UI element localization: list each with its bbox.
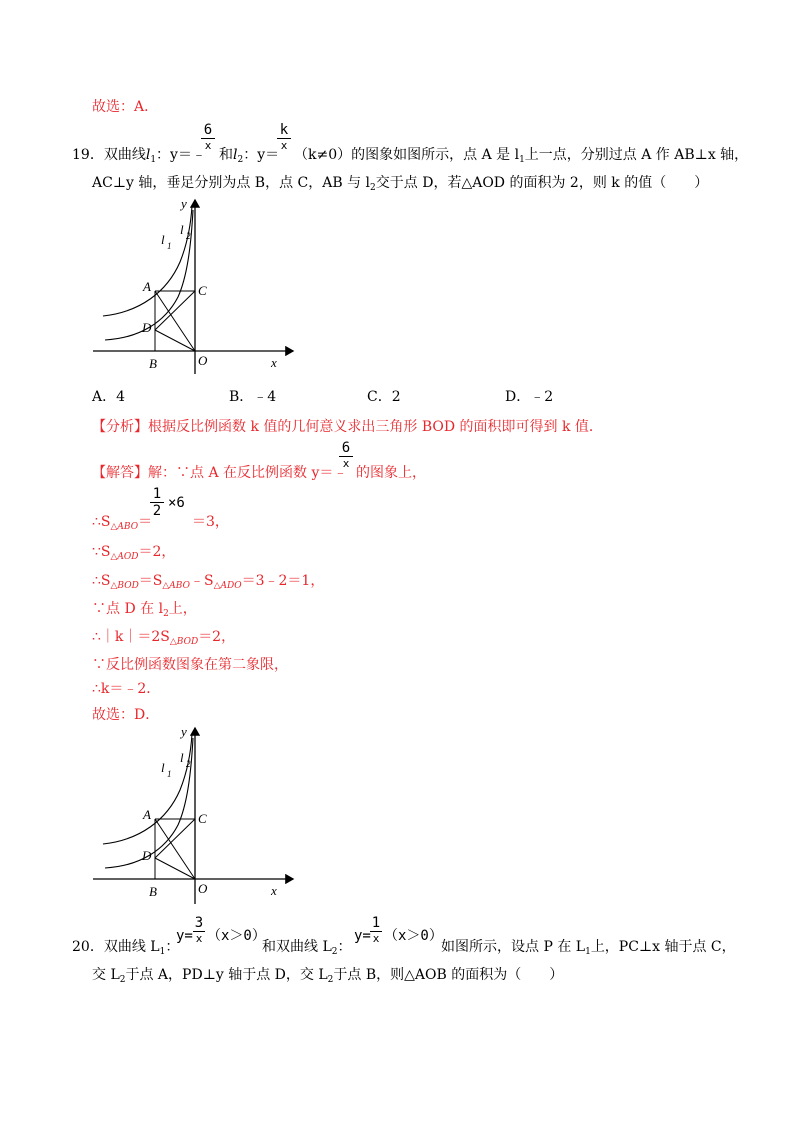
svg-text:2: 2 (186, 759, 191, 769)
segment-dc (155, 291, 195, 330)
option-a[interactable]: A．4 (92, 389, 126, 405)
hyperbola-figure-1 (85, 192, 305, 377)
svg-text:1: 1 (167, 769, 172, 779)
q19-frac-kx: k x (277, 122, 291, 153)
solution-step3: $\therefore S_{\triangle BOD}=S_{\triangle ABO}﹣S_{\triangle ADO}=3﹣2=1$， (92, 573, 325, 591)
q19-line2: AC⊥y 轴，垂足分别为点 B，点 C，AB 与 $l_2$交于点 D，若△AOD 的面积为 2，则 k 的值（ ） (92, 175, 709, 193)
prev-answer: 故选：A． (92, 99, 159, 115)
segment-dc (155, 819, 195, 858)
label-d: D (142, 848, 152, 863)
segment-ao (155, 819, 195, 879)
q20-y2: y= (354, 928, 371, 944)
label-c: C (198, 283, 207, 298)
label-d: D (142, 320, 152, 335)
curve-l1 (103, 206, 192, 316)
analysis: 【分析】根据反比例函数 k 值的几何意义求出三角形 BOD 的面积即可得到 k 值． (92, 419, 603, 435)
label-y: y (181, 196, 187, 211)
solution-step5: $\therefore|k|=2S_{\triangle BOD}=2$， (92, 629, 236, 647)
solution-step2: $\because S_{\triangle AOD}=2$， (92, 544, 176, 562)
svg-text:1: 1 (167, 241, 172, 251)
solution-step6: ∵反比例函数图象在第二象限， (92, 657, 288, 673)
label-o: O (198, 353, 208, 368)
label-b: B (149, 884, 157, 899)
option-c[interactable]: C．2 (367, 389, 401, 405)
label-a: A (143, 807, 151, 822)
q20-frac-1x: 1 x (371, 915, 381, 945)
solution-lead-tail: 的图象上， (356, 465, 426, 481)
solution-step4: ∵点 D 在 $l_2$上， (92, 601, 197, 619)
q19-line1b: 和$l_2$：y＝ (219, 147, 280, 165)
label-x: x (271, 883, 277, 898)
solution-step7: ∴k＝﹣2． (92, 681, 161, 697)
q20-cond1: （x＞0） (207, 928, 266, 944)
label-b: B (149, 356, 157, 371)
q19-frac-neg6x: 6 x (201, 122, 215, 153)
label-l2: l (180, 222, 184, 237)
label-y: y (181, 724, 187, 739)
solution-answer: 故选：D． (92, 707, 160, 723)
option-b[interactable]: B．﹣4 (229, 389, 277, 405)
label-o: O (198, 881, 208, 896)
q20-y1: y= (176, 928, 193, 944)
svg-text:2: 2 (186, 231, 191, 241)
segment-do (155, 858, 195, 879)
q20-cond2: （x＞0） (384, 928, 443, 944)
label-x: x (271, 355, 277, 370)
label-l2: l (180, 750, 184, 765)
q19-number: 19． (72, 147, 104, 163)
solution-times6: ×6 (168, 495, 185, 511)
label-l1: l (161, 232, 165, 247)
q20-and: 和双曲线 $L_2$： (262, 939, 352, 957)
q20-rest: 如图所示，设点 P 在 $L_1$上，PC⊥x 轴于点 C， (441, 939, 736, 957)
q20-frac-3x: 3 x (194, 915, 204, 945)
q19-line1c: （k≠0）的图象如图所示，点 A 是 $l_1$上一点，分别过点 A 作 AB⊥x 轴， (294, 147, 749, 165)
solution-frac-half: 1 2 (150, 486, 164, 519)
label-l1: l (161, 760, 165, 775)
solution-step1: $\therefore S_{\triangle ABO}=$ (92, 514, 153, 532)
q19-line1: 19．双曲线$l_1$：y＝﹣ (72, 147, 206, 165)
label-c: C (198, 811, 207, 826)
curve-l1 (103, 734, 192, 844)
hyperbola-figure-2 (85, 722, 305, 907)
q20-line2: 交 $L_2$于点 A，PD⊥y 轴于点 D，交 $L_2$于点 B，则△AOB 的面积为（ ） (92, 967, 564, 985)
solution-step1-result: ＝3， (192, 514, 229, 530)
solution-lead: 【解答】解：∵点 A 在反比例函数 y＝﹣ (92, 465, 348, 481)
label-a: A (143, 279, 151, 294)
segment-ao (155, 291, 195, 351)
q20-line1: 20．双曲线 $L_1$： (72, 939, 180, 957)
segment-do (155, 330, 195, 351)
solution-frac-neg6x: 6 x (339, 440, 353, 471)
option-d[interactable]: D．﹣2 (505, 389, 554, 405)
q20-number: 20． (72, 939, 104, 955)
